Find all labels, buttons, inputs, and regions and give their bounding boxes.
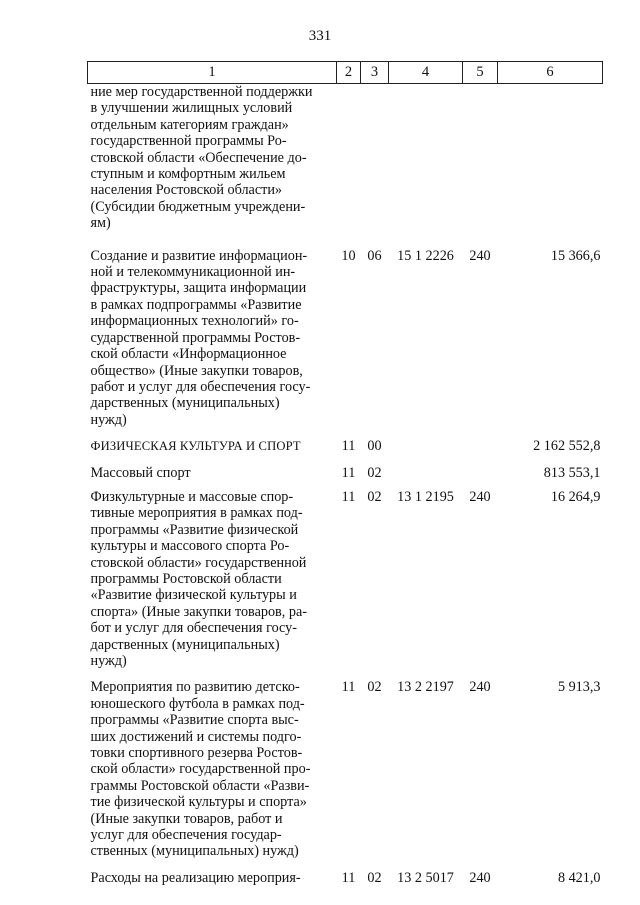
table-row — [88, 489, 603, 679]
amount: 8 421,0 — [557, 869, 601, 886]
table-row — [88, 84, 603, 248]
subsection-code: 06 — [367, 247, 382, 264]
description-line: программы Ростовской области — [90, 570, 282, 587]
expense-type-code: 240 — [469, 679, 491, 696]
description-line: программы «Развитие спорта выс- — [90, 712, 299, 729]
description-line: граммы Ростовской области «Разви- — [90, 777, 310, 794]
description-line: тивные мероприятия в рамках под- — [90, 505, 303, 522]
description-line: стовской области» государственной — [90, 554, 307, 571]
section-code: 11 — [341, 438, 356, 455]
expense-type-code — [463, 465, 498, 489]
page-number: 331 — [308, 28, 332, 44]
target-article-code — [389, 465, 463, 489]
description-line: государственной программы Ро- — [90, 133, 287, 150]
description-line: культуры и массового спорта Ро- — [90, 538, 290, 555]
table-row — [88, 465, 603, 489]
description-line: спорта» (Иные закупки товаров, ра- — [90, 603, 307, 620]
subsection-code: 02 — [367, 869, 382, 886]
target-article-code — [389, 84, 463, 248]
target-article-code: 13 2 5017 — [397, 869, 454, 886]
description-line: нужд) — [90, 411, 127, 428]
row-description — [88, 870, 337, 886]
description-line: программы «Развитие физической — [90, 521, 299, 538]
description-line: бот и услуг для обеспечения госу- — [90, 620, 297, 637]
amount: 813 553,1 — [543, 464, 601, 481]
header-col-4: 4 — [389, 62, 463, 84]
header-col-6: 6 — [498, 62, 603, 84]
table-row — [88, 679, 603, 869]
table-row — [88, 870, 603, 886]
subsection-code: 02 — [367, 679, 382, 696]
subsection-code: 02 — [367, 464, 382, 481]
description-line: дарственных (муниципальных) — [90, 395, 280, 412]
header-col-3: 3 — [361, 62, 389, 84]
table-row — [88, 438, 603, 464]
header-col-5: 5 — [463, 62, 498, 84]
row-description — [88, 679, 337, 869]
description-line: услуг для обеспечения государ- — [90, 827, 282, 844]
description-line: сударственной программы Ростов- — [90, 329, 301, 346]
target-article-code — [389, 438, 463, 464]
description-line: дарственных (муниципальных) — [90, 636, 280, 653]
description-line: ние мер государственной поддержки — [90, 84, 313, 100]
section-code: 10 — [341, 247, 356, 264]
description-line: отдельным категориям граждан» — [90, 116, 289, 133]
section-code: 11 — [341, 679, 356, 696]
description-line: информационных технологий» го- — [90, 313, 299, 330]
description-line: Массовый спорт — [90, 464, 191, 481]
row-description — [88, 84, 337, 248]
description-line: в рамках подпрограммы «Развитие — [90, 296, 302, 313]
description-line: работ и услуг для обеспечения госу- — [90, 378, 311, 395]
description-line: ной и телекоммуникационной ин- — [90, 264, 296, 281]
expense-type-code: 240 — [469, 488, 491, 505]
description-line: ской области «Информационное — [90, 346, 287, 363]
description-line: населения Ростовской области» — [90, 182, 283, 199]
section-code — [337, 84, 361, 248]
expense-type-code — [463, 438, 498, 464]
description-line: тие физической культуры и спорта» — [90, 794, 307, 811]
description-line: Создание и развитие информацион- — [90, 247, 308, 264]
subsection-code: 00 — [367, 438, 382, 455]
section-code: 11 — [341, 488, 356, 505]
row-description — [88, 248, 337, 438]
amount: 16 264,9 — [550, 488, 601, 505]
description-line: ской области» государственной про- — [90, 761, 311, 778]
description-line: товки спортивного резерва Ростов- — [90, 745, 303, 762]
target-article-code: 15 1 2226 — [397, 247, 454, 264]
description-line: Физкультурные и массовые спор- — [90, 488, 294, 505]
description-line: ям) — [90, 215, 111, 232]
expense-type-code — [463, 84, 498, 248]
target-article-code: 13 2 2197 — [397, 679, 454, 696]
row-description — [88, 438, 337, 464]
description-line: общество» (Иные закупки товаров, — [90, 362, 303, 379]
expense-type-code: 240 — [469, 869, 491, 886]
description-line: ФИЗИЧЕСКАЯ КУЛЬТУРА И СПОРТ — [90, 439, 301, 454]
row-description — [88, 465, 337, 489]
section-code: 11 — [341, 464, 356, 481]
amount — [498, 84, 603, 248]
table-header-row — [88, 62, 603, 84]
subsection-code: 02 — [367, 488, 382, 505]
header-col-2: 2 — [337, 62, 361, 84]
description-line: стовской области «Обеспечение до- — [90, 149, 307, 166]
budget-table — [87, 61, 603, 886]
amount: 15 366,6 — [550, 247, 601, 264]
amount: 2 162 552,8 — [533, 438, 601, 455]
row-description — [88, 489, 337, 679]
target-article-code: 13 1 2195 — [397, 488, 454, 505]
description-line: нужд) — [90, 653, 127, 669]
description-line: в улучшении жилищных условий — [90, 100, 293, 117]
description-line: (Субсидии бюджетным учреждени- — [90, 198, 306, 215]
description-line: юношеского футбола в рамках под- — [90, 695, 305, 712]
description-line: ших достижений и системы подго- — [90, 728, 302, 745]
header-col-1: 1 — [88, 62, 337, 84]
subsection-code — [361, 84, 389, 248]
amount: 5 913,3 — [557, 679, 601, 696]
description-line: ступным и комфортным жильем — [90, 166, 286, 183]
description-line: (Иные закупки товаров, работ и — [90, 810, 283, 827]
expense-type-code: 240 — [469, 247, 491, 264]
description-line: Расходы на реализацию мероприя- — [90, 869, 301, 886]
description-line: фраструктуры, защита информации — [90, 280, 307, 297]
section-code: 11 — [341, 869, 356, 886]
description-line: «Развитие физической культуры и — [90, 587, 297, 604]
description-line: ственных (муниципальных) нужд) — [90, 843, 299, 860]
description-line: Мероприятия по развитию детско- — [90, 679, 300, 696]
table-row — [88, 248, 603, 438]
